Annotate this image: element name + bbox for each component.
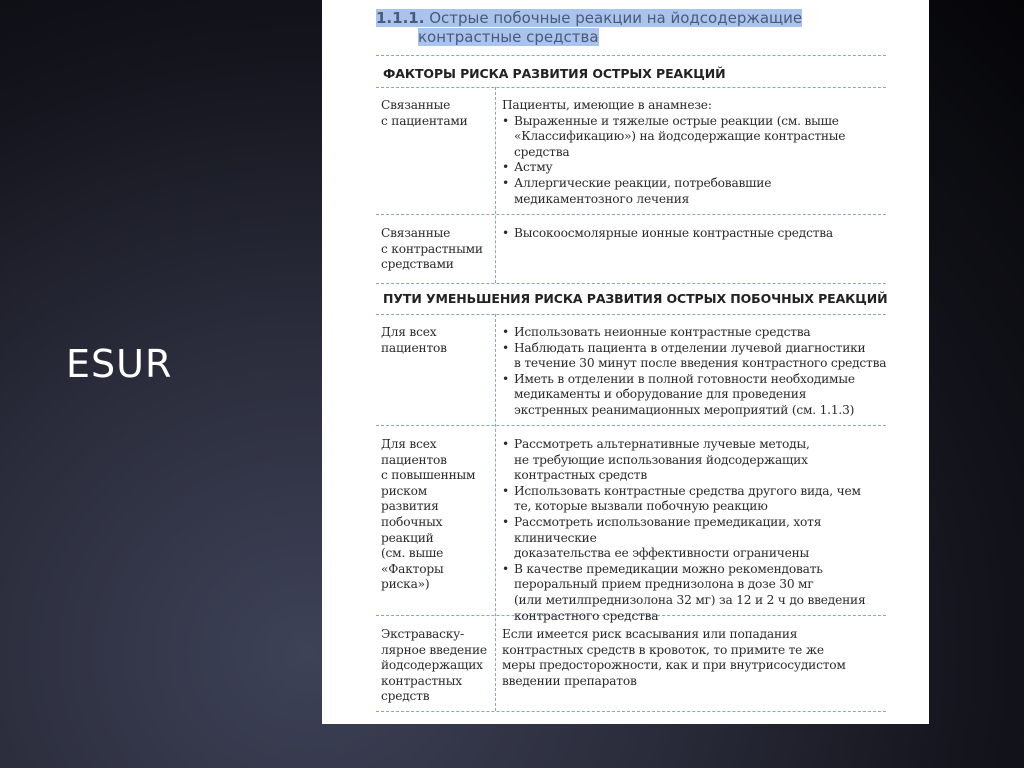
divider bbox=[376, 314, 886, 315]
list-item: • Использовать неионные контрастные средства bbox=[502, 325, 892, 341]
slide-title: ESUR bbox=[66, 342, 173, 386]
row-content-patients bbox=[502, 98, 892, 207]
document-page bbox=[322, 0, 929, 724]
row-content-extravascular: Если имеется риск всасывания или попадания контрастных средств в кровоток, то примите те же меры предосторожности, как и при внутрисосудистом введении препаратов bbox=[502, 627, 846, 688]
row-label-contrast: Связанные с контрастными средствами bbox=[381, 226, 483, 272]
section-title-risk-factors: ФАКТОРЫ РИСКА РАЗВИТИЯ ОСТРЫХ РЕАКЦИЙ bbox=[383, 66, 726, 81]
row-content-contrast bbox=[502, 226, 892, 242]
list-item: • Выраженные и тяжелые острые реакции (см. выше «Классификацию») на йодсодержащие контрастные средства bbox=[502, 114, 892, 161]
list-item: • Рассмотреть использование премедикации, хотя клинические доказательства ее эффективности ограничены bbox=[502, 515, 892, 562]
heading-number: 1.1.1. bbox=[376, 9, 425, 27]
list-item: • Астму bbox=[502, 160, 892, 176]
heading-line-2: контрастные средства bbox=[418, 28, 599, 46]
section-title-risk-reduction: ПУТИ УМЕНЬШЕНИЯ РИСКА РАЗВИТИЯ ОСТРЫХ ПОБОЧНЫХ РЕАКЦИЙ bbox=[383, 291, 888, 306]
row-label-all-patients: Для всех пациентов bbox=[381, 325, 447, 355]
divider bbox=[376, 711, 886, 712]
row-label-extravascular: Экстраваску- лярное введение йодсодержащих контрастных средств bbox=[381, 627, 487, 704]
list-item: • Наблюдать пациента в отделении лучевой диагностики в течение 30 минут после введения контрастного средства bbox=[502, 341, 892, 372]
section-heading bbox=[376, 9, 802, 47]
row-label-patients: Связанные с пациентами bbox=[381, 98, 468, 128]
list-item: • Аллергические реакции, потребовавшие медикаментозного лечения bbox=[502, 176, 892, 207]
row-content-all-patients bbox=[502, 325, 892, 419]
list-item: • Высокоосмолярные ионные контрастные средства bbox=[502, 226, 892, 242]
divider bbox=[376, 283, 886, 284]
divider bbox=[376, 214, 886, 215]
divider bbox=[376, 425, 886, 426]
divider bbox=[376, 87, 886, 88]
divider bbox=[376, 55, 886, 56]
heading-line-1: Острые побочные реакции на йодсодержащие bbox=[429, 9, 803, 27]
row-content-high-risk bbox=[502, 437, 892, 624]
list-item: • Рассмотреть альтернативные лучевые методы, не требующие использования йодсодержащих контрастных средств bbox=[502, 437, 892, 484]
row-intro: Пациенты, имеющие в анамнезе: bbox=[502, 98, 712, 112]
list-item: • В качестве премедикации можно рекомендовать пероральный прием преднизолона в дозе 30 мг (или метилпреднизолона 32 мг) за 12 и 2 ч до введения контрастного средства bbox=[502, 562, 892, 624]
list-item: • Использовать контрастные средства другого вида, чем те, которые вызвали побочную реакцию bbox=[502, 484, 892, 515]
row-label-high-risk: Для всех пациентов с повышенным риском развития побочных реакций (см. выше «Факторы риска») bbox=[381, 437, 476, 592]
list-item: • Иметь в отделении в полной готовности необходимые медикаменты и оборудование для проведения экстренных реанимационных мероприятий (см. 1.1.3) bbox=[502, 372, 892, 419]
